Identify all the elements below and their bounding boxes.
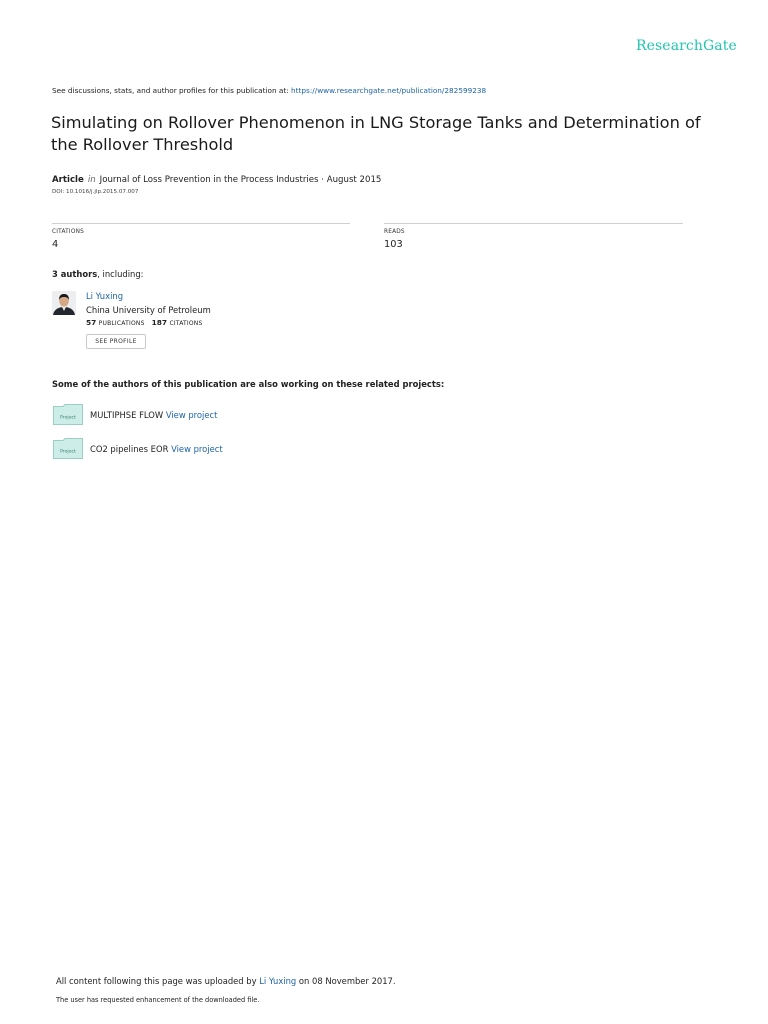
upload-suffix: on 08 November 2017.: [298, 976, 396, 986]
reads-value: 103: [384, 239, 403, 250]
citations-label: CITATIONS: [52, 229, 84, 235]
authors-count: 3 authors: [52, 269, 98, 279]
authors-summary: [52, 269, 144, 279]
project-name: CO2 pipelines EOR: [90, 444, 169, 454]
publication-url-link[interactable]: https://www.researchgate.net/publication/282599238: [291, 86, 487, 95]
publication-title: Simulating on Rollover Phenomenon in LNG Storage Tanks and Determination of the Rollover Threshold: [51, 113, 701, 154]
project-item: [90, 444, 223, 454]
researchgate-logo[interactable]: ResearchGate: [636, 38, 737, 54]
avatar-photo: [52, 291, 76, 315]
project-icon-label: Project: [60, 415, 76, 421]
author-publications-count: 57: [86, 318, 97, 327]
view-project-link[interactable]: View project: [171, 444, 223, 454]
project-folder-icon: [53, 404, 83, 425]
author-stats: [86, 318, 203, 327]
reads-label: READS: [384, 229, 405, 235]
discussion-text: See discussions, stats, and author profiles for this publication at:: [52, 86, 289, 95]
author-publications-label: PUBLICATIONS: [98, 320, 145, 327]
publication-meta: [52, 175, 381, 185]
journal-name: Journal of Loss Prevention in the Process Industries · August 2015: [99, 175, 382, 185]
discussion-line: [52, 86, 486, 95]
project-icon-label: Project: [60, 449, 76, 455]
citations-divider: [52, 223, 350, 224]
reads-divider: [384, 223, 683, 224]
upload-notice: [56, 976, 396, 986]
project-name: MULTIPHSE FLOW: [90, 410, 164, 420]
authors-including: , including:: [97, 269, 144, 279]
project-item: [90, 410, 217, 420]
author-avatar[interactable]: [52, 291, 76, 315]
author-affiliation: China University of Petroleum: [86, 305, 211, 315]
related-projects-heading: Some of the authors of this publication are also working on these related projects:: [52, 379, 445, 389]
in-word: in: [87, 175, 96, 185]
author-citations-count: 187: [151, 318, 168, 327]
author-citations-label: CITATIONS: [169, 320, 203, 327]
enhancement-note: The user has requested enhancement of the downloaded file.: [56, 996, 260, 1004]
citations-value: 4: [52, 239, 59, 250]
author-name-link[interactable]: Li Yuxing: [86, 291, 124, 301]
project-folder-icon: [53, 438, 83, 459]
view-project-link[interactable]: View project: [165, 410, 218, 420]
publication-doi: DOI: 10.1016/j.jlp.2015.07.007: [52, 189, 139, 195]
uploader-link[interactable]: Li Yuxing: [259, 976, 297, 986]
upload-prefix: All content following this page was uploaded by: [56, 976, 257, 986]
publication-type: Article: [52, 175, 84, 185]
see-profile-button[interactable]: SEE PROFILE: [86, 334, 146, 349]
